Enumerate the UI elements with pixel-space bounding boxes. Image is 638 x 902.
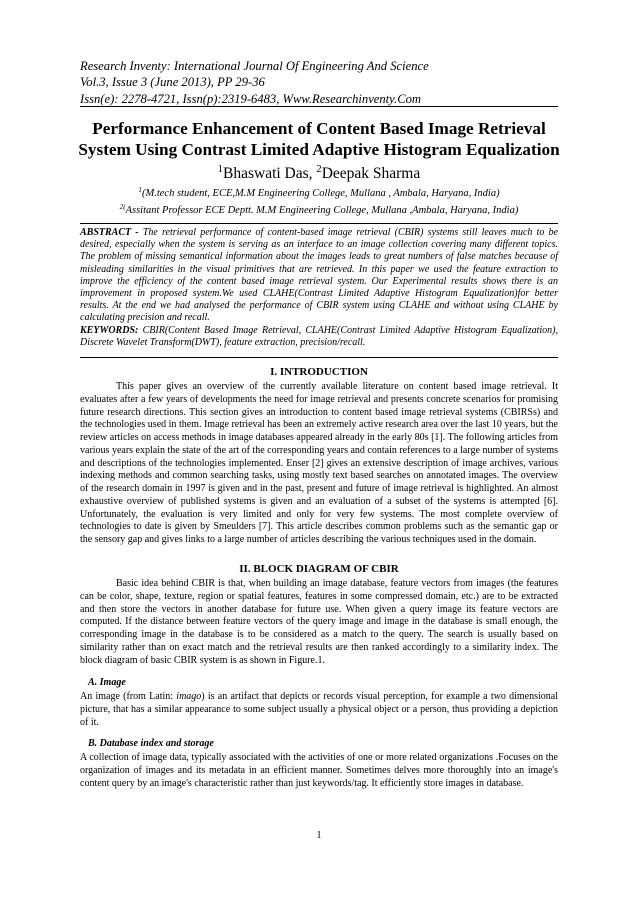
- section-heading-block-diagram: II. BLOCK DIAGRAM OF CBIR: [239, 563, 399, 575]
- subsection-heading-image: A. Image: [88, 677, 126, 688]
- affiliation-2: [80, 204, 558, 217]
- block-diagram-body: [80, 578, 558, 667]
- image-paragraph: [80, 691, 558, 729]
- introduction-body: [80, 381, 558, 547]
- author2-superscript: 2: [316, 164, 322, 176]
- abstract-bottom-rule: [80, 357, 558, 358]
- journal-name: Research Inventy: International Journal Of Engineering And Science: [80, 59, 429, 73]
- title-line-2: System Using Contrast Limited Adaptive Histogram Equalization: [78, 140, 560, 159]
- header-rule: [80, 106, 558, 107]
- author-list: [80, 165, 558, 183]
- affiliation1-text: (M.tech student, ECE,M.M Engineering College, Mullana , Ambala, Haryana, India): [141, 188, 500, 199]
- image-subsection-body: [80, 691, 558, 729]
- section-heading-introduction: I. INTRODUCTION: [270, 366, 368, 378]
- keywords-text: CBIR(Content Based Image Retrieval, CLAHE(Contrast Limited Adaptive Histogram Equalization), Discrete Wavelet Transform(DWT), feature extraction, precision/recall.: [80, 324, 558, 348]
- title-line-1: Performance Enhancement of Content Based Image Retrieval: [92, 119, 546, 138]
- image-text-end: ) is an artifact that depicts or records visual perception, for example a two dimensional picture, that has a similar appearance to some subject usually a physical object or a person, thus providing a depiction of it.: [80, 691, 558, 728]
- database-paragraph: A collection of image data, typically associated with the activities of one or more related organizations .Focuses on the organization of images and its metadata in an efficient manner. Sometimes delves more thoroughly into an image's content query by an image's characteristic rather than just keywords/tag. It efficiently store images in database.: [80, 752, 558, 789]
- author1-superscript: 1: [217, 164, 223, 176]
- subsection-heading-database: B. Database index and storage: [88, 738, 214, 749]
- abstract-label: ABSTRACT -: [80, 227, 143, 238]
- image-text-start: An image (from Latin:: [80, 691, 177, 702]
- affiliation-1: [80, 187, 558, 200]
- paper-title: [74, 118, 564, 160]
- database-subsection-body: [80, 752, 558, 790]
- author-2: Deepak Sharma: [321, 165, 421, 182]
- page-number: 1: [316, 830, 322, 841]
- introduction-paragraph: This paper gives an overview of the currently available literature on content based image retrieval. It evaluates after a few years of developments the need for image retrieval and presents concrete scenarios for promising future research directions. This section gives an introduction to content based image retrieval systems (CBIRSs) and the technologies used in them. Image retrieval has been an extremely active research area over the last 10 years, but the review articles on access methods in image databases appeared already in the early 80s [1]. The following articles from various years explain the state of the art of the corresponding years and contain references to a large number of systems and descriptions of the technologies implemented. Enser [2] gives an extensive description of image archives, various indexing methods and common searching tasks, using mostly text based searches on annotated images. The overview of the research domain in 1997 is given and in the past, present and future of image retrieval is highlighted. An almost exhaustive overview of published systems is given and an evaluation of a subset of the systems is attempted [6]. Unfortunately, the evaluation is very limited and only for very few systems. The most complete overview of technologies to date is given by Smeulders [7]. This article describes common problems such as the semantic gap or the sensory gap and gives links to a large number of articles describing the various techniques used in the domain.: [80, 381, 558, 545]
- journal-volume: Vol.3, Issue 3 (June 2013), PP 29-36: [80, 75, 265, 90]
- keywords-label: KEYWORDS:: [80, 324, 139, 336]
- author-1: Bhaswati Das,: [223, 165, 317, 182]
- abstract-text: The retrieval performance of content-based image retrieval (CBIR) systems still leaves much to be desired, especially when the system is serving as an interface to an image collection covering many different topics. The problem of missing semantical information about the images leads to great numbers of false matches because of misleading similarities in the visual primitives that are retrieved. In this paper we used the feature extraction to improve the efficiency of the content based image retrieval system. Our Experimental results shows there is an improvement in proposed system.We used CLAHE(Contrast Limited Adaptive Histogram Equalization)for better results. At the end we had analysed the performance of CBIR system using CLAHE and without using CLAHE by calculating precision and recall.: [80, 227, 558, 324]
- block-diagram-paragraph: Basic idea behind CBIR is that, when building an image database, feature vectors from images (the features can be color, shape, texture, region or spatial features, features in some compressed domain, etc.) are to be extracted and then store the vectors in another database for future use. When given a query image its feature vectors are computed. If the distance between feature vectors of the query image and image in the database is small enough, the corresponding image in the database is to be considered as a match to the query. The search is usually based on similarity rather than on exact match and the retrieval results are then ranked accordingly to a similarity index. The block diagram of basic CBIR system is as shown in Figure.1.: [80, 578, 558, 666]
- abstract-block: [80, 227, 558, 349]
- keywords-paragraph: [80, 325, 558, 349]
- affiliation2-superscript: 2(: [119, 203, 126, 212]
- abstract-top-rule: [80, 223, 558, 224]
- journal-header: [80, 58, 558, 107]
- affiliation1-superscript: 1: [138, 186, 142, 195]
- image-text-latin: imago: [176, 691, 202, 702]
- affiliation2-text: Assitant Professor ECE Deptt. M.M Engineering College, Mullana ,Ambala, Haryana, India): [125, 205, 519, 216]
- journal-issn: Issn(e): 2278-4721, Issn(p):2319-6483, Www.Researchinventy.Com: [80, 91, 422, 106]
- abstract-paragraph: [80, 227, 558, 325]
